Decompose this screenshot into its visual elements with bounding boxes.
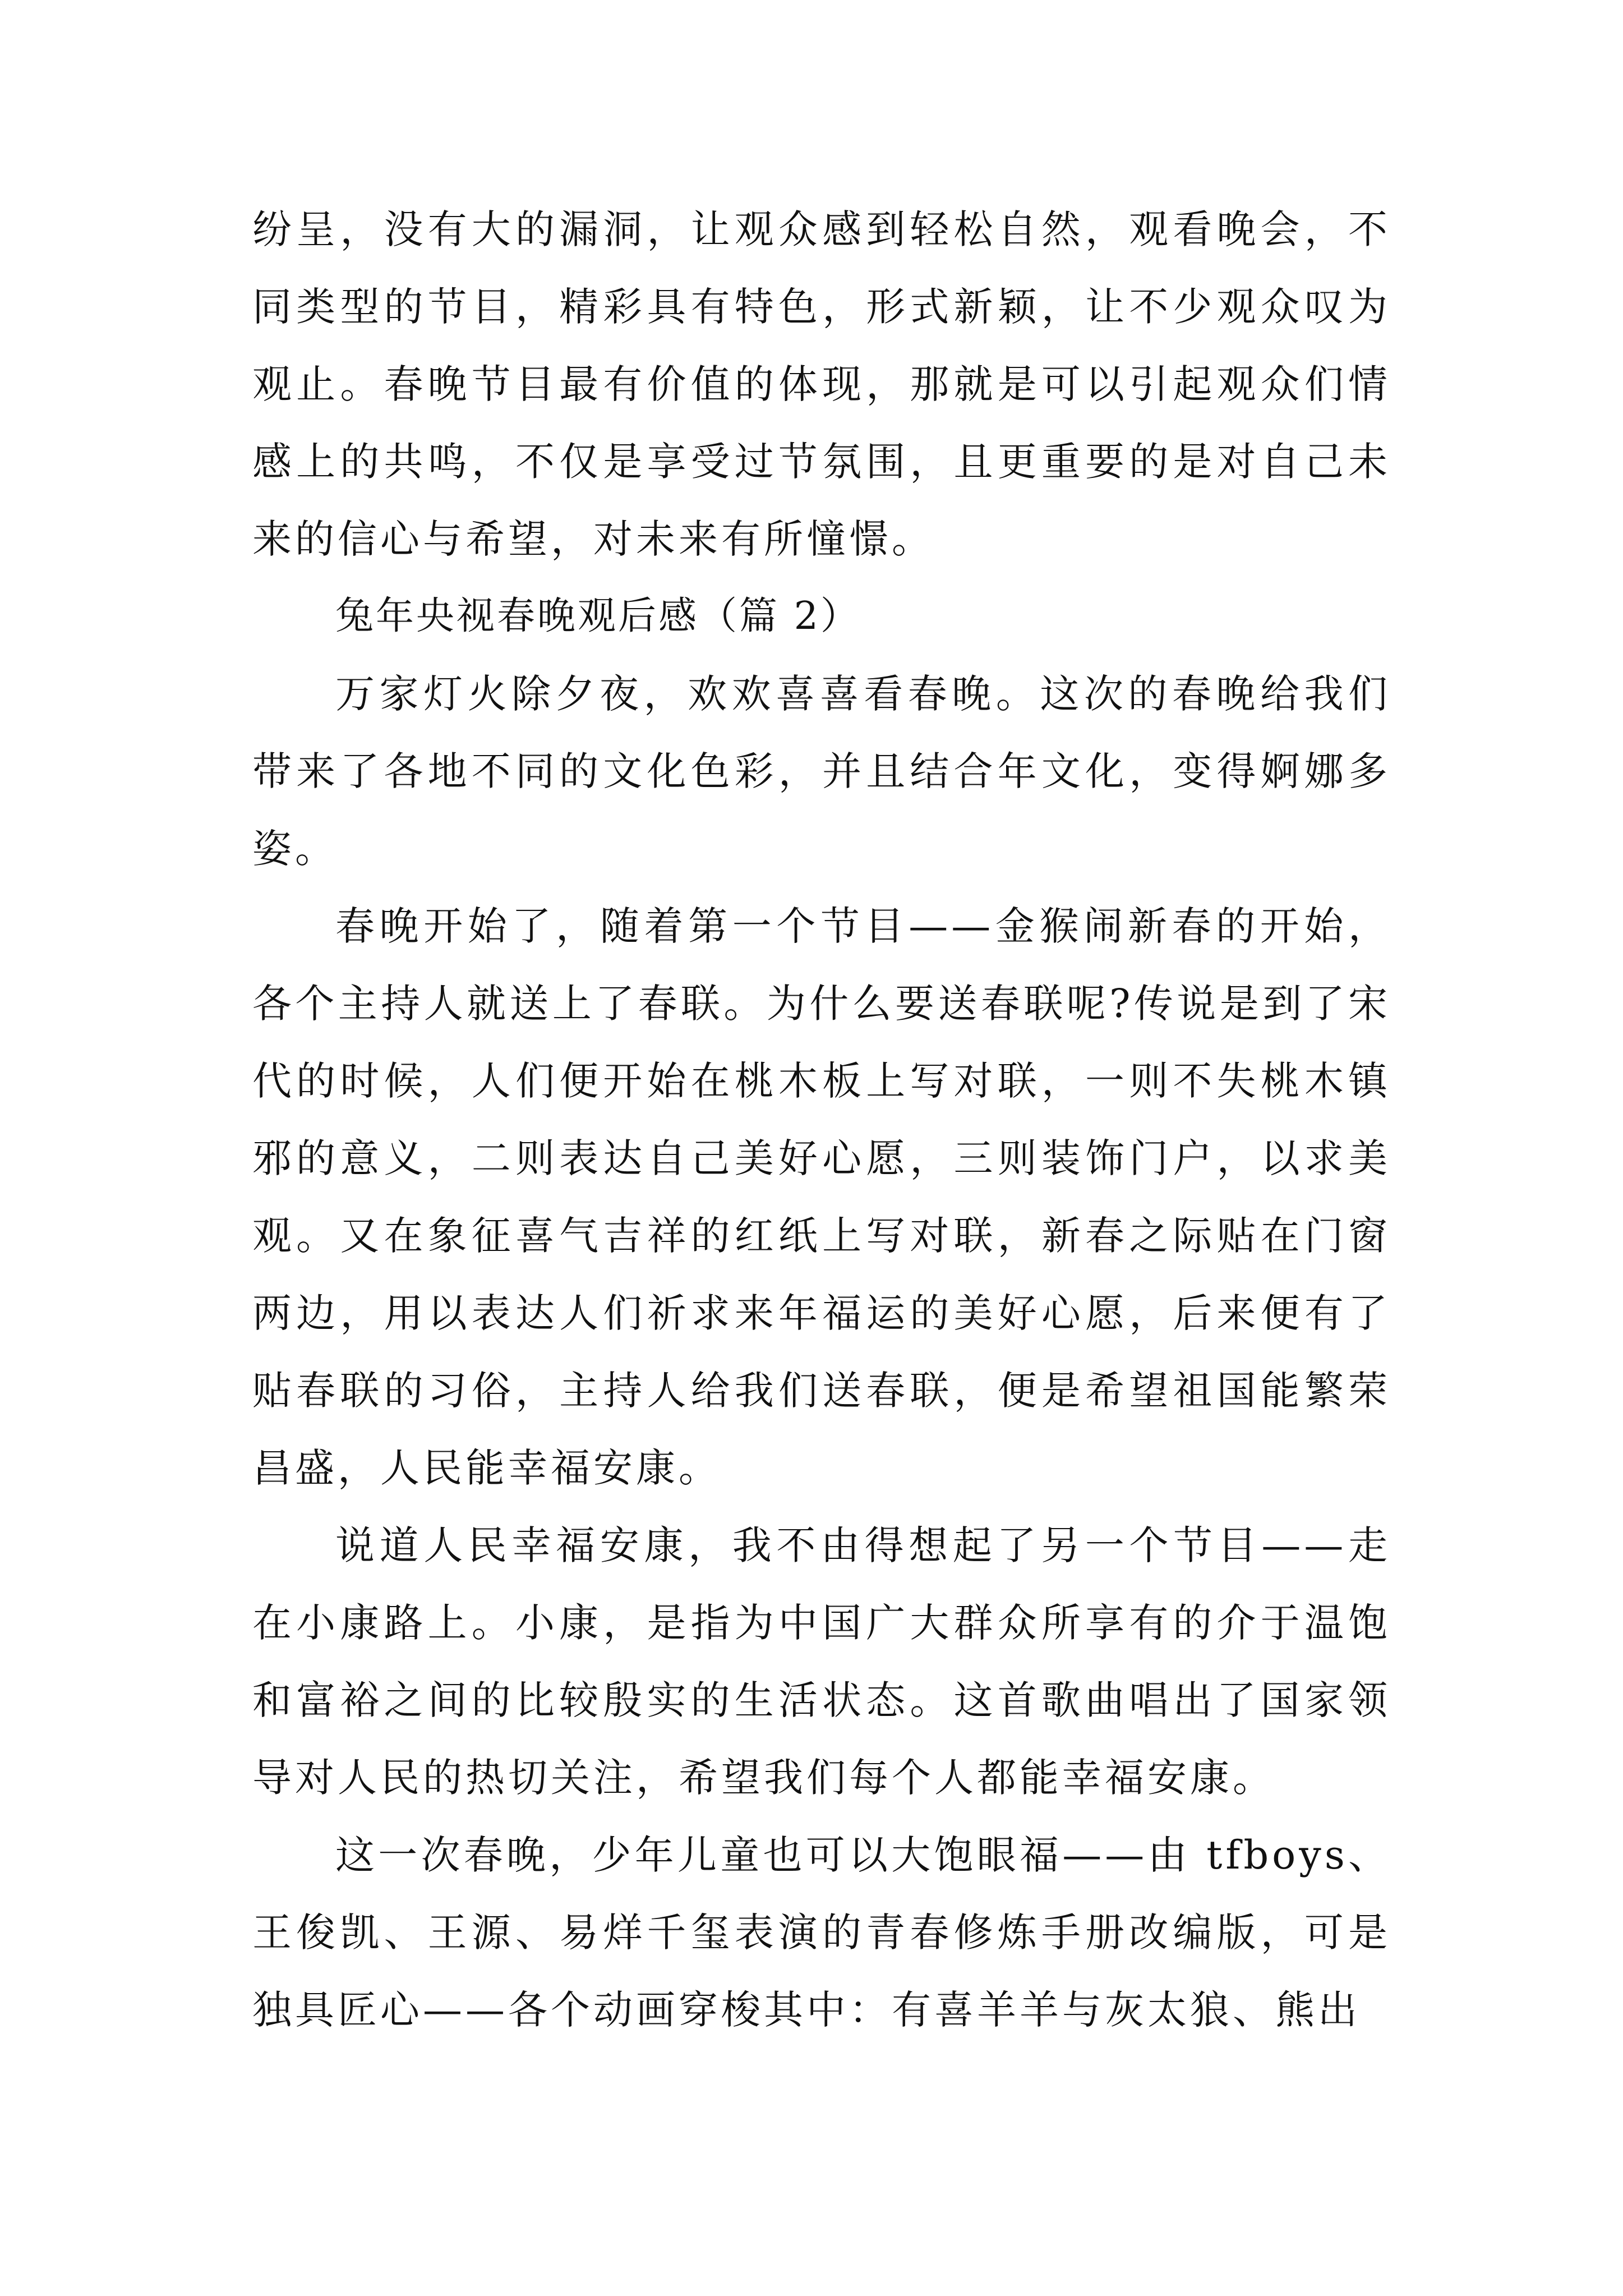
paragraph-children-program: 这一次春晚，少年儿童也可以大饱眼福——由 tfboys、王俊凯、王源、易烊千玺表演的青春修炼手册改编版，可是独具匠心——各个动画穿梭其中：有喜羊羊与灰太狼、熊出 bbox=[252, 1832, 1391, 2033]
section-heading: 兔年央视春晚观后感（篇 2） bbox=[335, 594, 861, 638]
paragraph-opening: 万家灯火除夕夜，欢欢喜喜看春晚。这次的春晚给我们带来了各地不同的文化色彩，并且结合年文化，变得婀娜多姿。 bbox=[252, 671, 1391, 872]
paragraph-continuation: 纷呈，没有大的漏洞，让观众感到轻松自然，观看晚会，不同类型的节目，精彩具有特色，形式新颖，让不少观众叹为观止。春晚节目最有价值的体现，那就是可以引起观众们情感上的共鸣，不仅是享受过节氛围，且更重要的是对自己未来的信心与希望，对未来有所憧憬。 bbox=[252, 206, 1391, 562]
paragraph-xiaokang: 说道人民幸福安康，我不由得想起了另一个节目——走在小康路上。小康，是指为中国广大群众所享有的介于温饱和富裕之间的比较殷实的生活状态。这首歌曲唱出了国家领导对人民的热切关注，希望我们每个人都能幸福安康。 bbox=[252, 1522, 1391, 1801]
paragraph-spring-couplets: 春晚开始了，随着第一个节目——金猴闹新春的开始，各个主持人就送上了春联。为什么要送春联呢?传说是到了宋代的时候，人们便开始在桃木板上写对联，一则不失桃木镇邪的意义，二则表达自己美好心愿，三则装饰门户，以求美观。又在象征喜气吉祥的红纸上写对联，新春之际贴在门窗两边，用以表达人们祈求来年福运的美好心愿，后来便有了贴春联的习俗，主持人给我们送春联，便是希望祖国能繁荣昌盛，人民能幸福安康。 bbox=[252, 903, 1391, 1491]
document-body bbox=[252, 191, 1391, 2049]
